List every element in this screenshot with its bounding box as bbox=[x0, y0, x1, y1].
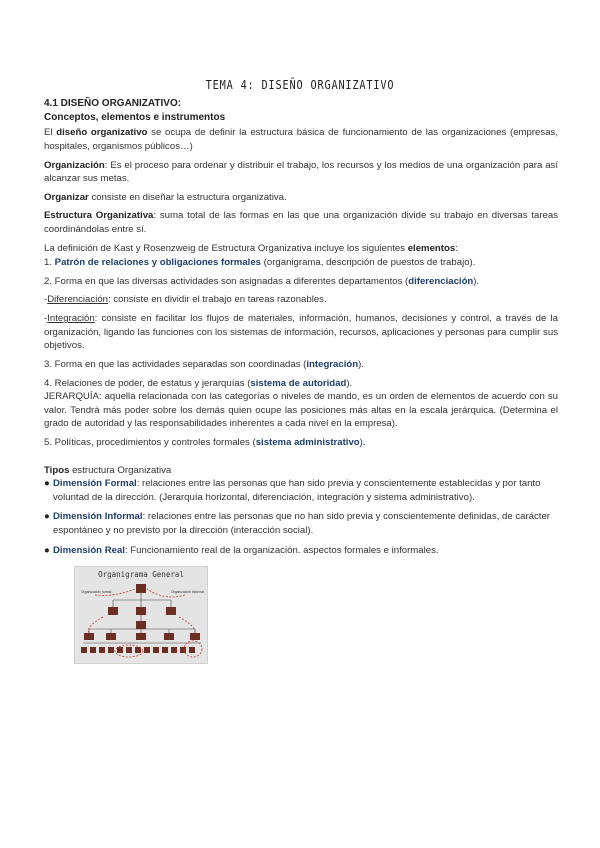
term-organizacion: Organización bbox=[44, 159, 105, 171]
term-tipos: Tipos bbox=[44, 464, 70, 476]
term-estructura: Estructura Organizativa bbox=[44, 210, 154, 222]
paragraph-tipos: Tipos estructura Organizativa bbox=[44, 464, 172, 476]
paragraph-jerarquia: JERARQUÍA: aquella relacionada con las categorías o niveles de mando, es un orden de elementos de acuerdo con su valor. Tendrá más poder sobre los demás quien ocupe las posiciones más altas en la escala jerárquica. (Determina el grado de autoridad y las responsabilidades inherentes a cada nivel en la empresa). bbox=[44, 391, 558, 430]
paragraph-elementos: La definición de Kast y Rosenzweig de Estructura Organizativa incluye los siguientes elementos: bbox=[44, 242, 458, 254]
term-patron: Patrón de relaciones y obligaciones formales bbox=[54, 257, 262, 269]
list-item-3: 3. Forma en que las actividades separadas son coordinadas (integración). bbox=[44, 358, 364, 370]
term-diferenciacion: diferenciación bbox=[408, 275, 474, 287]
document-body bbox=[44, 97, 558, 563]
bullet-icon: ● bbox=[44, 511, 50, 523]
bullet-real: ● Dimensión Real: Funcionamiento real de la organización. aspectos formales e informales. bbox=[44, 544, 439, 556]
term-elementos: elementos bbox=[407, 242, 456, 254]
bullet-icon: ● bbox=[44, 478, 50, 490]
paragraph-organizar: Organizar consiste en diseñar la estructura organizativa. bbox=[44, 191, 287, 203]
organigrama-title: Organigrama General bbox=[98, 570, 184, 579]
term-autoridad: sistema de autoridad bbox=[250, 377, 347, 389]
bullet-formal: ● Dimensión Formal: relaciones entre las personas que han sido previa y conscientemente establecidas y por tanto voluntad de la dirección. (Jerarquía horizontal, diferenciación, integración y sistema administrativo). bbox=[44, 478, 541, 503]
page-title: TEMA 4: DISEÑO ORGANIZATIVO bbox=[205, 77, 395, 92]
list-item-1: 1. Patrón de relaciones y obligaciones formales (organigrama, descripción de puestos de trabajo). bbox=[44, 257, 476, 269]
org-boxes bbox=[81, 584, 200, 653]
paragraph-diseno: El diseño organizativo se ocupa de definir la estructura básica de funcionamiento de las organizaciones (empresas, hospitales, organismos públicos…) bbox=[44, 127, 558, 152]
term-organizar: Organizar bbox=[44, 191, 89, 203]
term-integracion: integración bbox=[306, 358, 359, 370]
label-formal: Organización formal bbox=[81, 590, 112, 594]
bullet-icon: ● bbox=[44, 544, 50, 556]
section-heading: 4.1 DISEÑO ORGANIZATIVO: bbox=[44, 98, 182, 109]
paragraph-diferenciacion: -Diferenciación: consiste en dividir el trabajo en tareas razonables. bbox=[44, 294, 327, 306]
list-item-2: 2. Forma en que las diversas actividades son asignadas a diferentes departamentos (diferenciación). bbox=[44, 275, 480, 287]
list-item-4: 4. Relaciones de poder, de estatus y jerarquías (sistema de autoridad). bbox=[44, 377, 353, 389]
term-administrativo: sistema administrativo bbox=[255, 436, 360, 448]
term-informal: Dimensión Informal bbox=[53, 511, 143, 523]
term-integracion-def: Integración bbox=[47, 313, 95, 325]
term-diseno: diseño organizativo bbox=[56, 127, 148, 139]
term-diferenciacion-def: Diferenciación bbox=[47, 294, 108, 306]
organigrama-diagram bbox=[75, 567, 207, 663]
term-formal: Dimensión Formal bbox=[53, 478, 137, 490]
subheading: Conceptos, elementos e instrumentos bbox=[44, 112, 226, 124]
paragraph-integracion: -Integración: consiste en facilitar los flujos de materiales, información, humanos, decisiones y control, a través de la organización, ligando las funciones con los sistemas de información, recursos, aplicaciones y personas para cumplir sus objetivos. bbox=[44, 313, 558, 352]
organigrama-image bbox=[74, 566, 208, 664]
paragraph-estructura: Estructura Organizativa: suma total de las formas en las que una organización divide su trabajo en diversas tareas coordinándolas entre sí. bbox=[44, 210, 558, 236]
paragraph-organizacion: Organización: Es el proceso para ordenar y distribuir el trabajo, los recursos y los medios de una organización para así alcanzar sus metas. bbox=[44, 159, 558, 185]
list-item-5: 5. Políticas, procedimientos y controles formales (sistema administrativo). bbox=[44, 436, 366, 448]
label-informal: Organización informal bbox=[171, 590, 204, 594]
bullet-informal: ● Dimensión Informal: relaciones entre las personas que no han sido previa y conscientemente definidas, de carácter espontáneo y no previsto por la dirección (interacción social). bbox=[44, 511, 551, 536]
term-real: Dimensión Real bbox=[53, 544, 125, 556]
